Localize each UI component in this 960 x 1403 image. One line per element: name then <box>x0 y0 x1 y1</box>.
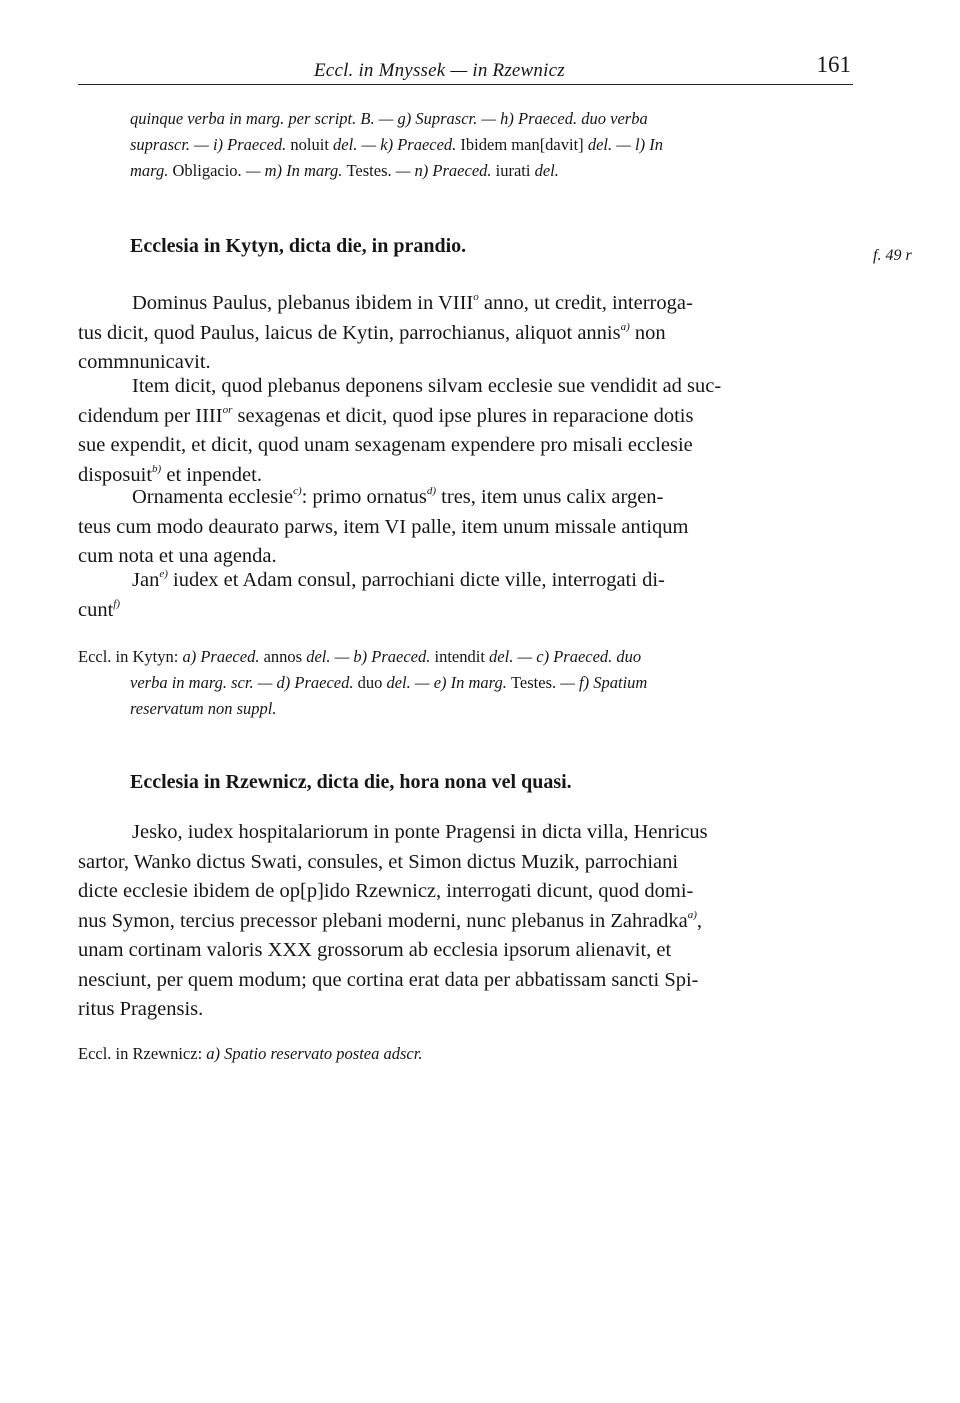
footnote-line: suprascr. — i) Praeced. noluit del. — k) Praeced. Ibidem man[davit] del. — l) In <box>130 135 663 154</box>
footnote-ref: c) <box>293 485 302 497</box>
paragraph: Jesko, iudex hospitalariorum in ponte Pragensi in dicta villa, Henricus sartor, Wanko dictus Swati, consules, et Simon dictus Muzik, parrochiani dicte ecclesie ibidem de op[p]ido Rzewnicz, interrogati dicunt, quod domi- nus Symon, tercius precessor plebani moderni, nunc plebanus in Zahradka$^{a)}$, unam cortinam valoris XXX grossorum ab ecclesia ipsorum alienavit, et nesciunt, per quem modum; que cortina erat data per abbatissam sancti Spi- ritus Pragensis. <box>78 821 708 1020</box>
folio-marker: f. 49 r <box>873 247 912 264</box>
paragraph: Ornamenta ecclesie$^{c)}$: primo ornatus$^{d)}$ tres, item unus calix argen- teus cum modo deaurato parws, item VI palle, item unum missale antiqum cum nota et una agenda. <box>78 485 689 567</box>
footnote-ref: a) <box>620 320 630 333</box>
paragraph: Jan$^{e)}$ iudex et Adam consul, parrochiani dicte ville, interrogati di- cunt$^{f)}$ <box>78 568 665 621</box>
running-title: Eccl. in Mnyssek — in Rzewnicz <box>314 60 565 81</box>
page-number: 161 <box>816 52 851 77</box>
running-header <box>78 52 853 85</box>
superscript: or <box>222 403 233 416</box>
footnote-line: Eccl. in Rzewnicz: a) Spatio reservato postea adscr. <box>78 1044 423 1063</box>
footnote-ref: d) <box>426 485 437 497</box>
section-heading-rzewnicz: Ecclesia in Rzewnicz, dicta die, hora nona vel quasi. <box>130 771 572 793</box>
footnote-ref: e) <box>159 568 168 580</box>
footnote-line: marg. Obligacio. — m) In marg. Testes. — n) Praeced. iurati del. <box>130 161 559 180</box>
footnote-ref: a) <box>687 908 697 921</box>
paragraph: Dominus Paulus, plebanus ibidem in VIII$^o$ anno, ut credit, interroga- tus dicit, quod Paulus, laicus de Kytin, parrochianus, aliquot annis$^{a)}$ non commnunicavit. <box>78 291 693 373</box>
superscript: o <box>473 291 479 303</box>
section-heading-kytyn: Ecclesia in Kytyn, dicta die, in prandio. <box>130 235 467 257</box>
paragraph: Item dicit, quod plebanus deponens silvam ecclesie sue vendidit ad suc- cidendum per $IIII^{or}$ sexagenas et dicit, quod ipse plures in reparacione dotis sue expendit, et dicit, quod unam sexagenam expendere pro misali ecclesie disposuit$^{b)}$ et inpendet. <box>78 375 722 486</box>
footnote-line: verba in marg. scr. — d) Praeced. duo del. — e) In marg. Testes. — f) Spatium <box>130 673 648 692</box>
footnote-line: Eccl. in Kytyn: a) Praeced. annos del. — b) Praeced. intendit del. — c) Praeced. duo <box>78 647 642 666</box>
footnote-line: reservatum non suppl. <box>130 699 277 718</box>
footnote-ref: b) <box>152 462 162 475</box>
footnote-line: quinque verba in marg. per script. B. — g) Suprascr. — h) Praeced. duo verba <box>130 109 648 128</box>
footnote-ref: f) <box>113 597 121 610</box>
